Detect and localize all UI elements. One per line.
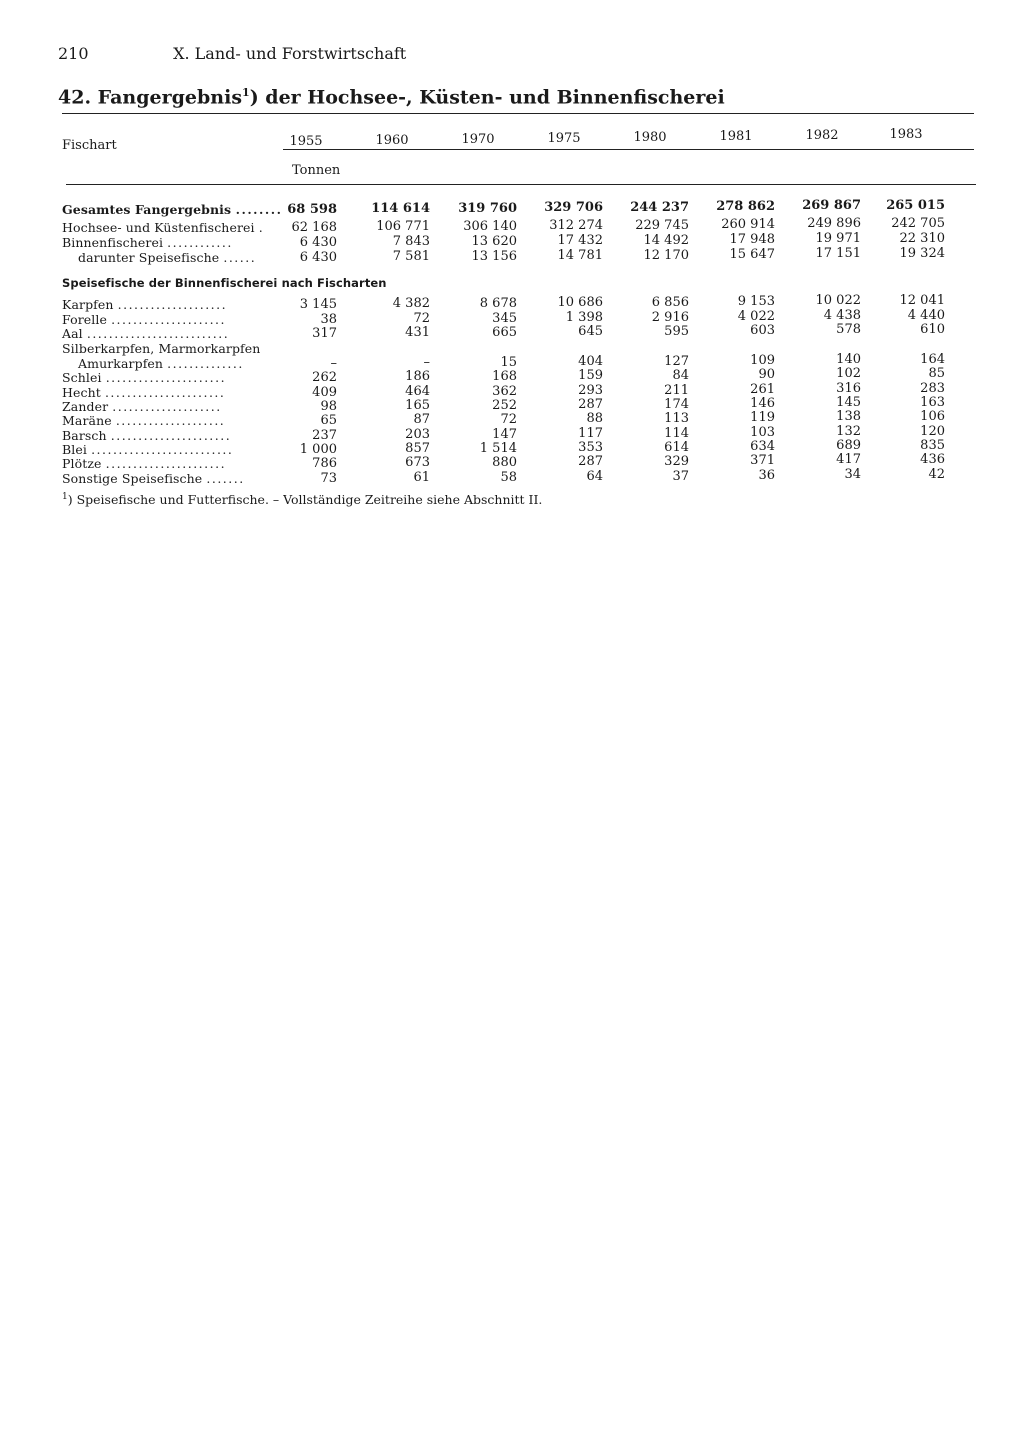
table-cell: 319 760 [458,201,517,216]
table-cell: 9 153 [737,294,775,309]
row-label-text: Maräne [62,413,112,428]
unit-label: Tonnen [292,163,341,178]
table-cell: 786 [312,456,337,471]
table-cell: 114 614 [371,201,430,216]
row-label-text: Schlei [62,370,102,385]
row-label [62,428,231,443]
table-cell: 138 [836,409,861,424]
top-rule [62,113,974,114]
footnote-marker: 1 [62,492,68,502]
table-cell: – [423,355,430,370]
table-cell: 36 [758,468,775,483]
table-cell: 106 [920,409,945,424]
table-cell: 13 620 [471,234,517,249]
table-cell: 436 [920,452,945,467]
table-cell: 62 168 [291,220,337,235]
table-title-rest: ) der Hochsee-, Küsten- und Binnenfischerei [249,86,725,109]
table-cell: 265 015 [886,198,945,213]
table-cell: 17 151 [815,246,861,261]
table-title [58,86,725,108]
header-rule [283,149,974,150]
table-cell: 12 041 [899,293,945,308]
table-cell: 147 [492,427,517,442]
row-label [62,341,260,356]
row-label [62,297,227,312]
row-label-text: Karpfen [62,297,114,312]
page-header [58,44,406,63]
table-cell: 260 914 [721,217,775,232]
column-header-fischart: Fischart [62,138,117,153]
leader-dots: .................... [117,297,228,312]
section-title: Speisefische der Binnenfischerei nach Fischarten [62,276,387,290]
table-cell: 73 [320,471,337,486]
table-cell: 38 [320,312,337,327]
table-cell: 90 [758,367,775,382]
table-cell: – [330,356,337,371]
table-cell: 269 867 [802,198,861,213]
leader-dots: . [258,220,265,235]
table-cell: 673 [405,455,430,470]
leader-dots: ............ [167,235,233,250]
table-cell: 72 [500,412,517,427]
table-cell: 645 [578,324,603,339]
leader-dots: .................... [115,413,226,428]
table-cell: 22 310 [899,231,945,246]
table-cell: 237 [312,428,337,443]
table-cell: 68 598 [287,202,337,217]
table-cell: 6 856 [651,295,689,310]
year-header-6: 1982 [805,128,839,143]
table-cell: 404 [578,354,603,369]
row-label-text: Silberkarpfen, Marmorkarpfen [62,341,261,356]
table-cell: 98 [320,399,337,414]
row-label-text: Plötze [62,456,102,471]
table-cell: 306 140 [463,219,517,234]
table-cell: 595 [664,324,689,339]
table-cell: 15 647 [729,247,775,262]
table-cell: 10 022 [815,293,861,308]
table-cell: 362 [492,384,517,399]
table-cell: 159 [578,368,603,383]
table-cell: 34 [844,467,861,482]
chapter-title: X. Land- und Forstwirtschaft [173,44,407,63]
table-cell: 211 [664,383,689,398]
table-cell: 317 [312,326,337,341]
table-cell: 88 [586,411,603,426]
row-label-text: Sonstige Speisefische [62,471,203,486]
table-cell: 61 [413,470,430,485]
table-cell: 42 [928,467,945,482]
table-cell: 106 771 [376,219,430,234]
row-label-text: Barsch [62,428,107,443]
table-cell: 316 [836,381,861,396]
table-cell: 880 [492,455,517,470]
table-cell: 261 [750,382,775,397]
table-cell: 84 [672,368,689,383]
table-cell: 6 430 [299,250,337,265]
table-cell: 287 [578,454,603,469]
table-cell: 85 [928,366,945,381]
table-cell: 464 [405,384,430,399]
footnote [62,492,542,507]
table-cell: 614 [664,440,689,455]
table-cell: 19 971 [815,231,861,246]
table-cell: 249 896 [807,216,861,231]
row-label [62,442,233,457]
table-cell: 417 [836,452,861,467]
row-label [62,220,264,235]
title-footnote-marker: 1 [242,86,250,99]
row-label [62,356,244,371]
leader-dots: ...................... [105,456,227,471]
table-cell: 252 [492,398,517,413]
table-cell: 103 [750,425,775,440]
table-cell: 3 145 [299,297,337,312]
row-label-text: Gesamtes Fangergebnis [62,202,232,217]
leader-dots: ...................... [104,385,226,400]
table-title-main: 42. Fangergebnis [58,86,243,109]
table-cell: 634 [750,439,775,454]
table-cell: 1 514 [479,441,517,456]
table-cell: 409 [312,385,337,400]
table-cell: 244 237 [630,200,689,215]
row-label [62,326,229,341]
table-cell: 164 [920,352,945,367]
table-cell: 114 [664,426,689,441]
year-header-7: 1983 [889,127,923,142]
table-cell: 4 022 [737,309,775,324]
table-cell: 345 [492,311,517,326]
table-cell: 203 [405,427,430,442]
table-cell: 58 [500,470,517,485]
table-cell: 120 [920,424,945,439]
table-cell: 140 [836,352,861,367]
leader-dots: .......................... [91,442,234,457]
table-cell: 603 [750,323,775,338]
row-label [62,399,222,414]
table-cell: 4 438 [823,308,861,323]
table-cell: 1 000 [299,442,337,457]
row-label [62,370,226,385]
table-cell: 2 916 [651,310,689,325]
row-label-text: Forelle [62,312,107,327]
table-cell: 163 [920,395,945,410]
table-cell: 4 440 [907,308,945,323]
table-cell: 242 705 [891,216,945,231]
table-cell: 17 432 [557,233,603,248]
row-label [62,202,282,217]
table-cell: 10 686 [557,295,603,310]
row-label-text: darunter Speisefische [78,250,220,265]
table-cell: 117 [578,426,603,441]
table-cell: 17 948 [729,232,775,247]
table-cell: 87 [413,412,430,427]
table-cell: 12 170 [643,248,689,263]
table-cell: 4 382 [392,296,430,311]
table-cell: 14 781 [557,248,603,263]
table-cell: 312 274 [549,218,603,233]
table-cell: 329 [664,454,689,469]
row-label-text: Hochsee- und Küstenfischerei [62,220,255,235]
table-cell: 146 [750,396,775,411]
table-cell: 13 156 [471,249,517,264]
table-cell: 1 398 [565,310,603,325]
table-cell: 371 [750,453,775,468]
row-label [62,471,245,486]
table-cell: 287 [578,397,603,412]
year-header-2: 1970 [461,132,495,147]
row-label [62,385,225,400]
table-cell: 283 [920,381,945,396]
leader-dots: ...................... [110,428,232,443]
table-cell: 329 706 [544,200,603,215]
leader-dots: ...................... [105,370,227,385]
table-cell: 857 [405,441,430,456]
table-cell: 278 862 [716,199,775,214]
table-cell: 14 492 [643,233,689,248]
leader-dots: ....... [206,471,245,486]
row-label [62,235,233,250]
table-cell: 113 [664,411,689,426]
table-cell: 262 [312,370,337,385]
table-cell: 610 [920,322,945,337]
leader-dots: .................... [112,399,222,414]
table-cell: 127 [664,354,689,369]
row-label-text: Zander [62,399,109,414]
table-cell: 7 843 [392,234,430,249]
year-header-3: 1975 [547,131,581,146]
table-cell: 353 [578,440,603,455]
table-cell: 689 [836,438,861,453]
table-cell: 578 [836,322,861,337]
table-cell: 431 [405,325,430,340]
row-label [62,250,256,265]
table-cell: 835 [920,438,945,453]
footnote-text: ) Speisefische und Futterfische. – Vollständige Zeitreihe siehe Abschnitt II. [67,492,543,508]
table-cell: 229 745 [635,218,689,233]
year-header-5: 1981 [719,129,753,144]
row-label [62,312,226,327]
table-cell: 64 [586,469,603,484]
table-cell: 186 [405,369,430,384]
header-bottom-rule [66,184,976,185]
table-cell: 72 [413,311,430,326]
row-label [62,413,225,428]
table-cell: 65 [320,413,337,428]
leader-dots: ..................... [111,312,227,327]
row-label-text: Hecht [62,385,101,400]
table-cell: 165 [405,398,430,413]
table-cell: 7 581 [392,249,430,264]
table-cell: 132 [836,424,861,439]
table-cell: 145 [836,395,861,410]
page-number: 210 [58,44,89,63]
table-cell: 19 324 [899,246,945,261]
table-cell: 174 [664,397,689,412]
table-cell: 665 [492,325,517,340]
leader-dots: ........ [235,202,283,217]
leader-dots: .......................... [86,326,230,341]
table-cell: 6 430 [299,235,337,250]
table-cell: 8 678 [479,296,517,311]
table-cell: 119 [750,410,775,425]
row-label-text: Amurkarpfen [78,356,164,371]
table-cell: 37 [672,469,689,484]
table-cell: 102 [836,366,861,381]
row-label [62,456,226,471]
year-header-0: 1955 [289,134,323,149]
table-cell: 109 [750,353,775,368]
row-label-text: Blei [62,442,87,457]
leader-dots: .............. [167,356,244,371]
row-label-text: Aal [62,326,83,341]
year-header-4: 1980 [633,130,667,145]
table-cell: 293 [578,383,603,398]
leader-dots: ...... [223,250,257,265]
table-cell: 168 [492,369,517,384]
row-label-text: Binnenfischerei [62,235,164,250]
year-header-1: 1960 [375,133,409,148]
table-cell: 15 [500,355,517,370]
